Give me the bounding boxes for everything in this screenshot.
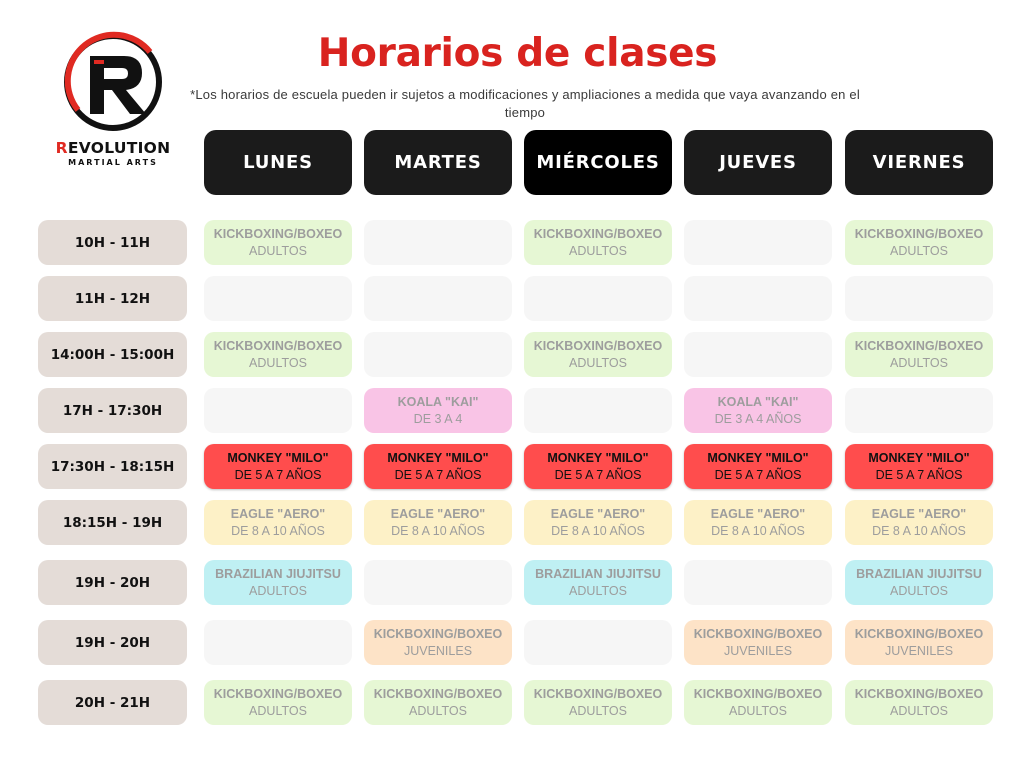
empty-slot	[684, 220, 832, 265]
class-group: ADULTOS	[569, 583, 627, 598]
class-slot	[845, 560, 993, 605]
class-slot	[845, 500, 993, 545]
class-slot	[204, 444, 352, 489]
class-slot	[684, 444, 832, 489]
class-group: DE 5 A 7 AÑOS	[394, 467, 482, 482]
class-slot	[684, 680, 832, 725]
class-group: DE 8 A 10 AÑOS	[711, 523, 805, 538]
class-group: ADULTOS	[890, 355, 948, 370]
class-slot	[524, 560, 672, 605]
class-group: ADULTOS	[569, 703, 627, 718]
class-name: EAGLE "AERO"	[230, 506, 326, 521]
class-name: KICKBOXING/BOXEO	[213, 226, 343, 241]
day-header-lunes: LUNES	[204, 130, 352, 195]
class-slot	[364, 680, 512, 725]
class-name: KICKBOXING/BOXEO	[213, 686, 343, 701]
time-slot: 18:15H - 19H	[38, 500, 187, 545]
class-slot	[364, 388, 512, 433]
class-name: MONKEY "MILO"	[227, 450, 329, 465]
class-name: MONKEY "MILO"	[387, 450, 489, 465]
class-group: ADULTOS	[890, 243, 948, 258]
class-name: KICKBOXING/BOXEO	[854, 338, 984, 353]
class-group: ADULTOS	[409, 703, 467, 718]
class-slot	[524, 220, 672, 265]
class-slot	[204, 332, 352, 377]
empty-slot	[204, 620, 352, 665]
class-name: KICKBOXING/BOXEO	[373, 686, 503, 701]
class-group: ADULTOS	[249, 703, 307, 718]
class-group: DE 5 A 7 AÑOS	[234, 467, 322, 482]
time-slot: 11H - 12H	[38, 276, 187, 321]
time-slot: 19H - 20H	[38, 560, 187, 605]
time-slot: 17:30H - 18:15H	[38, 444, 187, 489]
class-group: ADULTOS	[249, 583, 307, 598]
class-slot	[524, 680, 672, 725]
class-slot	[845, 620, 993, 665]
class-name: EAGLE "AERO"	[390, 506, 486, 521]
class-group: ADULTOS	[569, 243, 627, 258]
empty-slot	[364, 276, 512, 321]
class-name: BRAZILIAN JIUJITSU	[535, 566, 661, 581]
class-name: KICKBOXING/BOXEO	[693, 626, 823, 641]
day-header-miercoles: MIÉRCOLES	[524, 130, 672, 195]
class-name: KICKBOXING/BOXEO	[213, 338, 343, 353]
class-group: JUVENILES	[884, 643, 954, 658]
empty-slot	[364, 220, 512, 265]
class-name: KICKBOXING/BOXEO	[854, 226, 984, 241]
schedule-note: *Los horarios de escuela pueden ir sujetos a modificaciones y ampliaciones a medida que vaya avanzando en el tiempo	[190, 87, 860, 120]
class-group: ADULTOS	[249, 355, 307, 370]
class-group: ADULTOS	[729, 703, 787, 718]
class-name: BRAZILIAN JIUJITSU	[215, 566, 341, 581]
class-name: MONKEY "MILO"	[547, 450, 649, 465]
class-group: DE 5 A 7 AÑOS	[875, 467, 963, 482]
class-group: DE 5 A 7 AÑOS	[554, 467, 642, 482]
empty-slot	[364, 560, 512, 605]
class-group: JUVENILES	[403, 643, 473, 658]
class-slot	[204, 220, 352, 265]
class-group: JUVENILES	[723, 643, 793, 658]
class-name: KOALA "KAI"	[397, 394, 479, 409]
class-slot	[684, 500, 832, 545]
class-group: ADULTOS	[569, 355, 627, 370]
class-name: KICKBOXING/BOXEO	[533, 226, 663, 241]
class-name: EAGLE "AERO"	[550, 506, 646, 521]
time-slot: 10H - 11H	[38, 220, 187, 265]
class-group: DE 5 A 7 AÑOS	[714, 467, 802, 482]
class-name: BRAZILIAN JIUJITSU	[856, 566, 982, 581]
class-name: KOALA "KAI"	[717, 394, 799, 409]
class-slot	[204, 680, 352, 725]
class-slot	[364, 620, 512, 665]
day-header-martes: MARTES	[364, 130, 512, 195]
class-group: ADULTOS	[890, 583, 948, 598]
page-title: Horarios de clases	[317, 31, 718, 76]
class-name: KICKBOXING/BOXEO	[854, 686, 984, 701]
time-slot: 17H - 17:30H	[38, 388, 187, 433]
class-name: KICKBOXING/BOXEO	[693, 686, 823, 701]
empty-slot	[364, 332, 512, 377]
class-group: DE 8 A 10 AÑOS	[231, 523, 325, 538]
class-name: KICKBOXING/BOXEO	[533, 338, 663, 353]
empty-slot	[204, 276, 352, 321]
class-slot	[845, 444, 993, 489]
class-slot	[684, 620, 832, 665]
class-group: DE 8 A 10 AÑOS	[872, 523, 966, 538]
class-name: KICKBOXING/BOXEO	[373, 626, 503, 641]
empty-slot	[684, 332, 832, 377]
class-slot	[524, 500, 672, 545]
empty-slot	[684, 560, 832, 605]
empty-slot	[524, 620, 672, 665]
logo-wordmark: REVOLUTION	[55, 139, 171, 157]
class-name: EAGLE "AERO"	[710, 506, 806, 521]
time-slot: 20H - 21H	[38, 680, 187, 725]
class-group: DE 3 A 4	[413, 411, 463, 426]
logo-subtitle: MARTIAL ARTS	[68, 158, 158, 167]
class-slot	[364, 500, 512, 545]
time-slot: 14:00H - 15:00H	[38, 332, 187, 377]
time-slot: 19H - 20H	[38, 620, 187, 665]
class-group: DE 3 A 4 AÑOS	[714, 411, 802, 426]
class-slot	[524, 444, 672, 489]
class-slot	[845, 680, 993, 725]
empty-slot	[684, 276, 832, 321]
class-name: KICKBOXING/BOXEO	[854, 626, 984, 641]
class-group: ADULTOS	[890, 703, 948, 718]
empty-slot	[845, 276, 993, 321]
class-slot	[845, 220, 993, 265]
class-name: EAGLE "AERO"	[871, 506, 967, 521]
class-slot	[524, 332, 672, 377]
empty-slot	[204, 388, 352, 433]
class-group: DE 8 A 10 AÑOS	[391, 523, 485, 538]
empty-slot	[845, 388, 993, 433]
class-slot	[364, 444, 512, 489]
class-slot	[845, 332, 993, 377]
class-name: MONKEY "MILO"	[707, 450, 809, 465]
class-name: KICKBOXING/BOXEO	[533, 686, 663, 701]
class-slot	[204, 560, 352, 605]
class-slot	[204, 500, 352, 545]
empty-slot	[524, 276, 672, 321]
class-name: MONKEY "MILO"	[868, 450, 970, 465]
day-header-jueves: JUEVES	[684, 130, 832, 195]
class-group: DE 8 A 10 AÑOS	[551, 523, 645, 538]
class-group: ADULTOS	[249, 243, 307, 258]
empty-slot	[524, 388, 672, 433]
class-slot	[684, 388, 832, 433]
day-header-viernes: VIERNES	[845, 130, 993, 195]
